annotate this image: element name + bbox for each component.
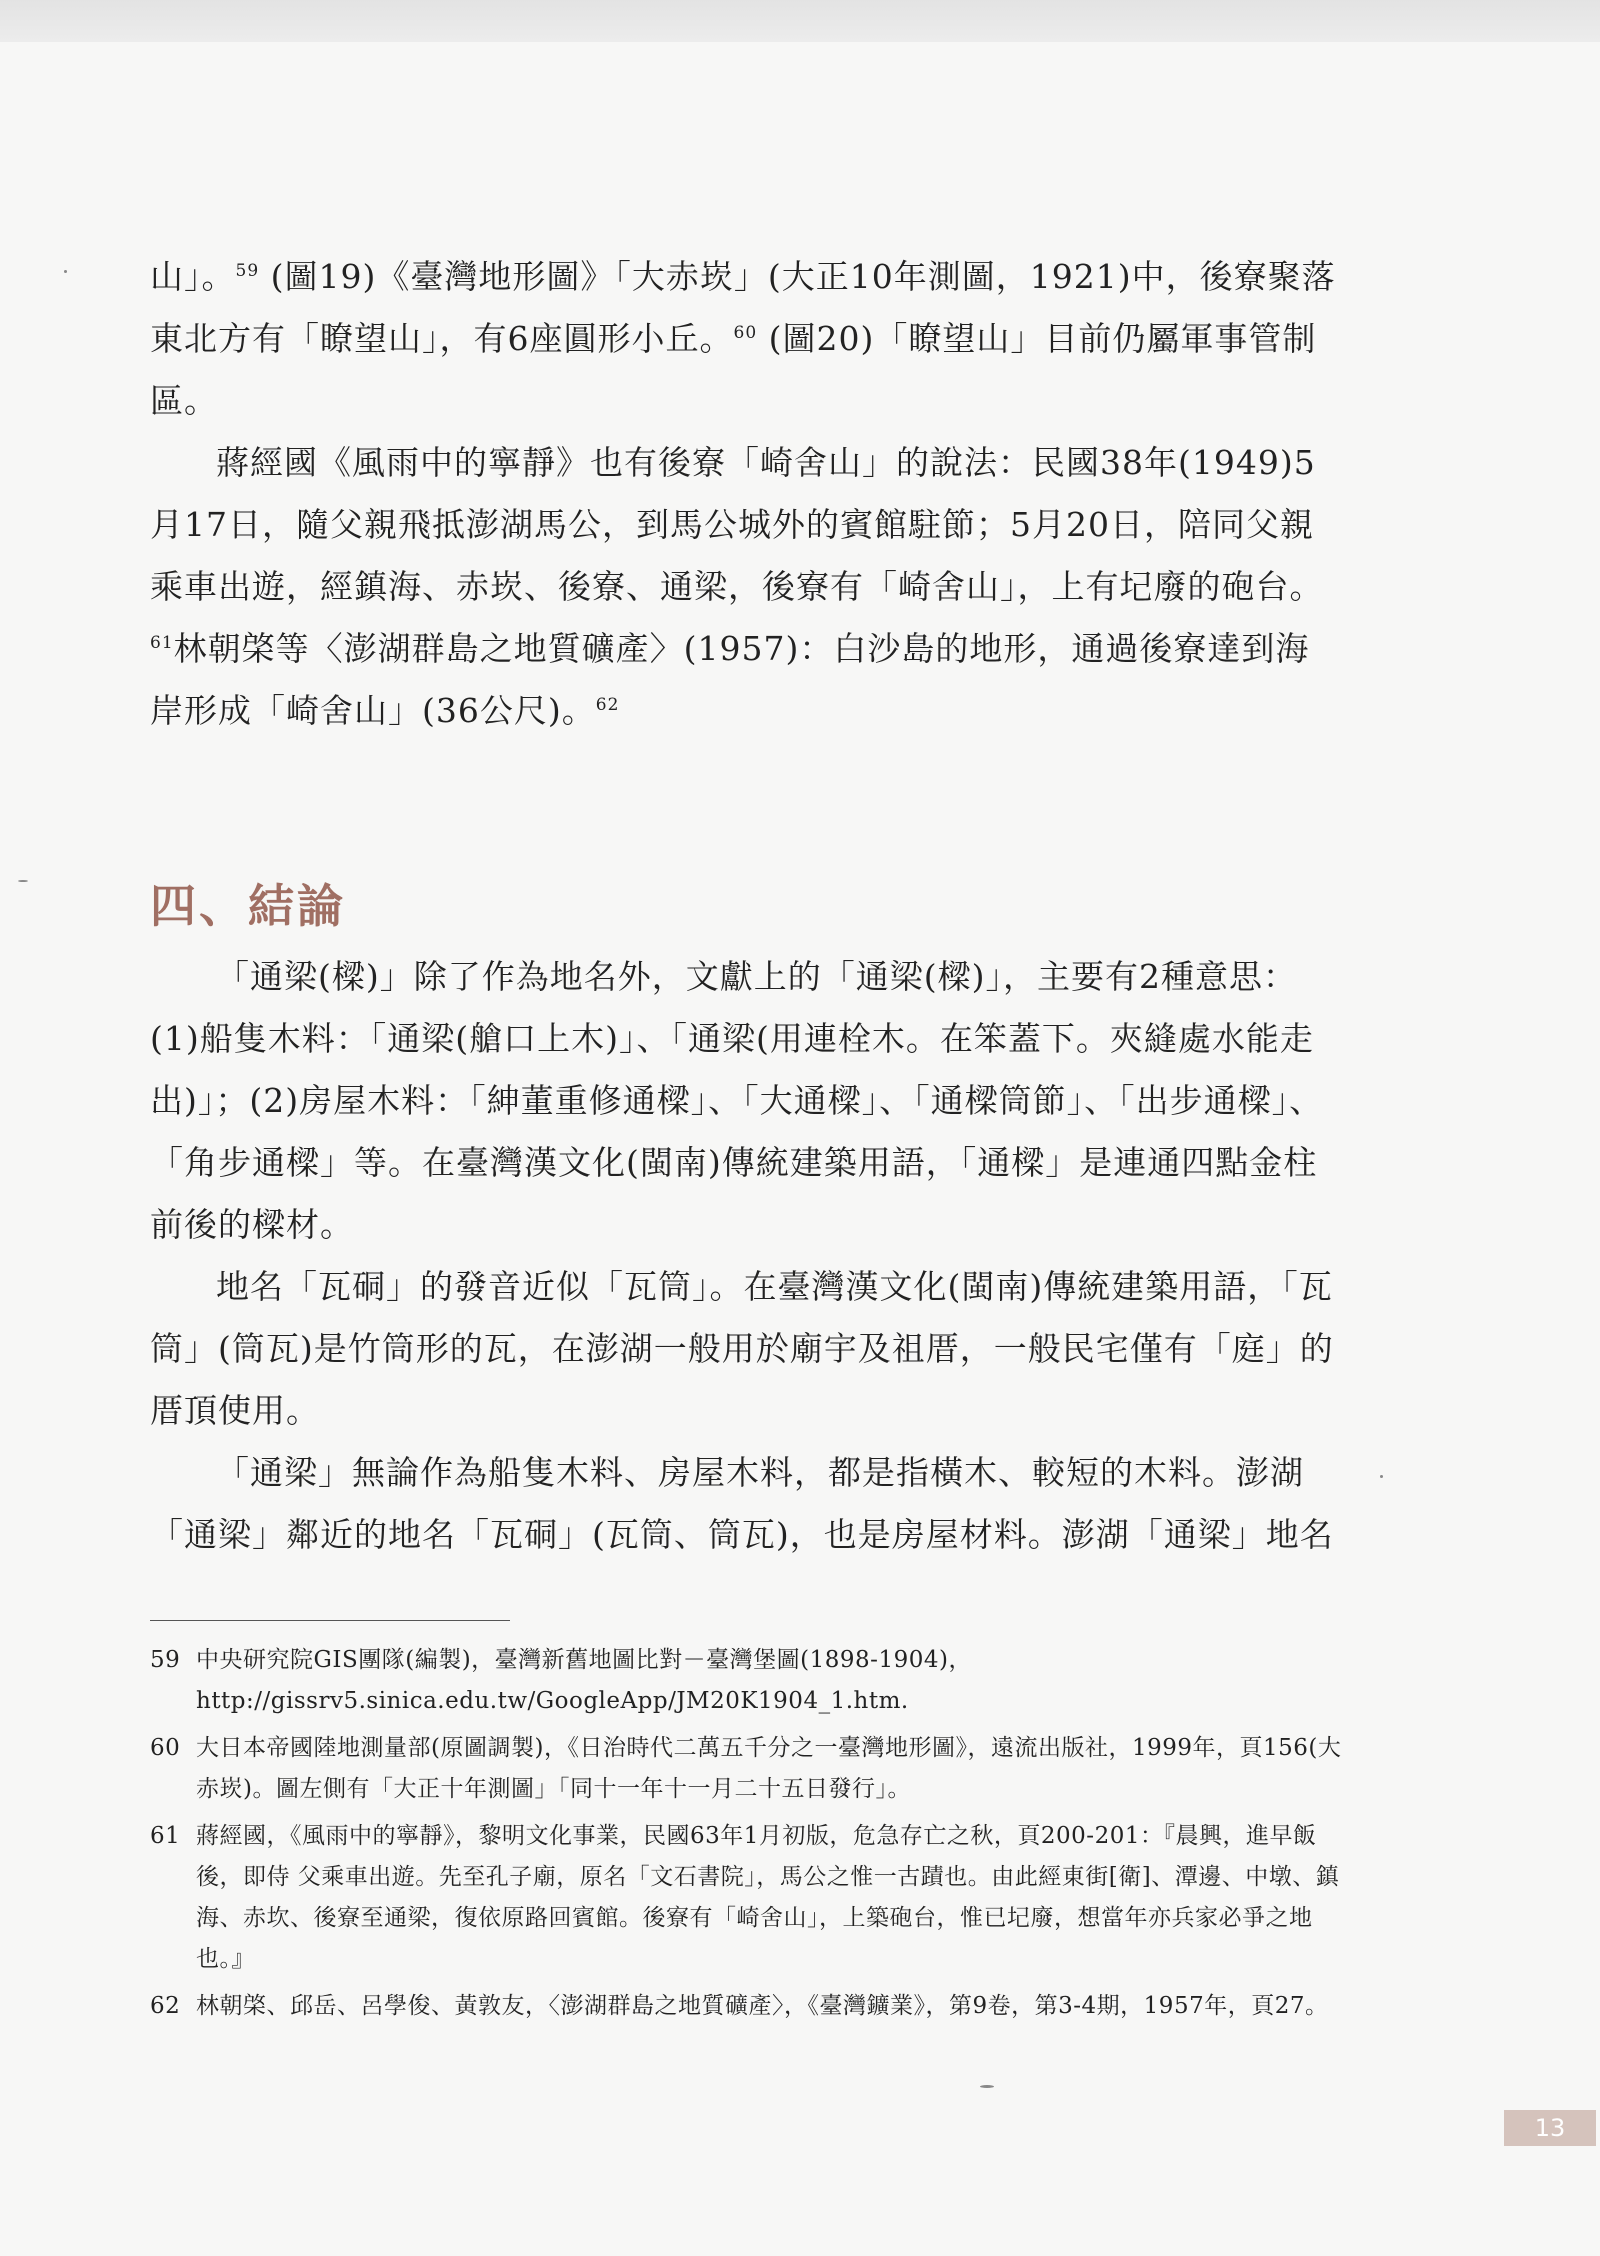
- footnote-61: [150, 1816, 1350, 1980]
- paragraph-4: 地名「瓦硐」的發音近似「瓦筒」。在臺灣漢文化(閩南)傳統建築用語，「瓦筒」(筒瓦)是竹筒形的瓦，在澎湖一般用於廟宇及祖厝，一般民宅僅有「庭」的厝頂使用。: [150, 1267, 1334, 1430]
- paragraph-5: 「通梁」無論作為船隻木料、房屋木料，都是指橫木、較短的木料。澎湖「通梁」鄰近的地名「瓦硐」(瓦筒、筒瓦)，也是房屋材料。澎湖「通梁」地名: [150, 1453, 1334, 1554]
- paragraph-1: 山」。$^{59}$ (圖19)《臺灣地形圖》「大赤崁」(大正10年測圖，1921)中，後寮聚落東北方有「瞭望山」，有6座圓形小丘。$^{60}$ (圖20)「瞭望山」目前仍屬軍事管制區。: [150, 257, 1336, 420]
- footnote-text: 大日本帝國陸地測量部(原圖調製)，《日治時代二萬五千分之一臺灣地形圖》，遠流出版社，1999年，頁156(大赤崁)。圖左側有「大正十年測圖」「同十一年十一月二十五日發行」。: [196, 1735, 1342, 1802]
- footnote-62: [150, 1986, 1350, 2027]
- footnote-text: 中央研究院GIS團隊(編製)，臺灣新舊地圖比對－臺灣堡圖(1898-1904)，http://gissrv5.sinica.edu.tw/GoogleApp/JM20K1904_1.htm.: [196, 1647, 972, 1714]
- footnote-ref-59[interactable]: 59: [235, 261, 260, 281]
- footnote-number: 59: [150, 1647, 181, 1673]
- scan-speck: [980, 2085, 994, 2088]
- footnote-ref-60[interactable]: 60: [733, 323, 758, 343]
- scan-speck: [64, 270, 67, 273]
- footnote-text: 蔣經國，《風雨中的寧靜》，黎明文化事業，民國63年1月初版，危急存亡之秋，頁200-201：『晨興，進早飯後，即侍 父乘車出遊。先至孔子廟，原名「文石書院」，馬公之惟一古蹟也。由此經東街[衛]、潭邊、中墩、鎮海、赤坎、後寮至通梁，復依原路回賓館。後寮有「崎舍山」，上築砲台，惟已圮廢，想當年亦兵家必爭之地也。』: [196, 1823, 1340, 1972]
- footnotes: [150, 1640, 1350, 2033]
- footnote-59: [150, 1640, 1350, 1722]
- body-section-conclusion: [150, 946, 1340, 1566]
- footnote-number: 62: [150, 1993, 181, 2019]
- footnote-number: 61: [150, 1823, 181, 1849]
- footnote-number: 60: [150, 1735, 181, 1761]
- footnote-60: [150, 1728, 1350, 1810]
- section-heading: 四、結論: [150, 879, 346, 933]
- scan-speck: [18, 880, 28, 882]
- footnote-ref-61[interactable]: 61: [150, 633, 174, 653]
- footnote-text: 林朝棨、邱岳、呂學俊、黃敦友，〈澎湖群島之地質礦產〉，《臺灣鑛業》，第9卷，第3-4期，1957年，頁27。: [196, 1993, 1329, 2019]
- scan-speck: [1380, 1475, 1383, 1478]
- body-section-top: [150, 246, 1340, 742]
- footnote-divider: [150, 1620, 510, 1621]
- paragraph-3: 「通梁(樑)」除了作為地名外，文獻上的「通梁(樑)」，主要有2種意思：(1)船隻木料：「通梁(艙口上木)」、「通梁(用連栓木。在笨蓋下。夾縫處水能走出)」；(2)房屋木料：「紳董重修通樑」、「大通樑」、「通樑筒節」、「出步通樑」、「角步通樑」等。在臺灣漢文化(閩南)傳統建築用語，「通樑」是連通四點金柱前後的樑材。: [150, 957, 1324, 1244]
- footnote-ref-62[interactable]: 62: [595, 695, 620, 715]
- paragraph-2: 蔣經國《風雨中的寧靜》也有後寮「崎舍山」的說法：民國38年(1949)5月17日，隨父親飛抵澎湖馬公，到馬公城外的賓館駐節；5月20日，陪同父親乘車出遊，經鎮海、赤崁、後寮、通梁，後寮有「崎舍山」，上有圮廢的砲台。$^{61}$林朝棨等〈澎湖群島之地質礦產〉(1957)：白沙島的地形，通過後寮達到海岸形成「崎舍山」(36公尺)。$^{62}$: [150, 443, 1324, 730]
- top-scan-band: [0, 0, 1600, 42]
- page-number: 13: [1504, 2110, 1596, 2146]
